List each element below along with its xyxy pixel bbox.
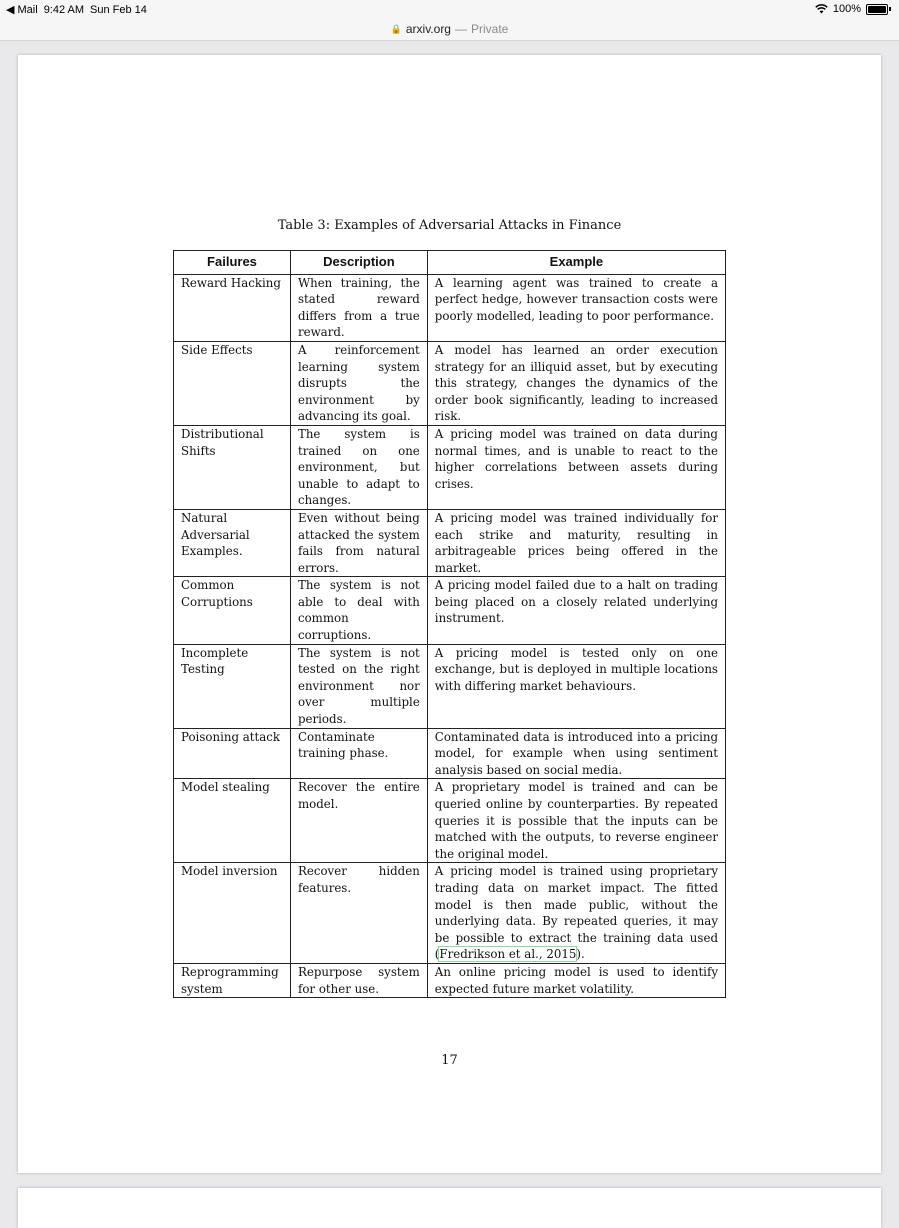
example-cell: A pricing model is tested only on one exchange, but is deployed in multiple locations with differing market behaviours. [427, 644, 725, 728]
table-row [174, 577, 726, 644]
url-text: arxiv.org [405, 22, 451, 36]
description-cell: Recover hidden features. [290, 863, 427, 964]
failure-cell: Side Effects [174, 341, 291, 425]
status-time: 9:42 AM [43, 3, 85, 16]
table-caption: Table 3: Examples of Adversarial Attacks in Finance [277, 218, 622, 233]
example-cell: Contaminated data is introduced into a pricing model, for example when using sentiment analysis based on social media. [427, 728, 725, 779]
example-cell: A pricing model was trained on data during normal times, and is unable to react to the higher correlations between assets during crises. [427, 425, 725, 509]
example-cell: A pricing model is trained using proprietary trading data on market impact. The fitted model is then made public, without the underlying data. By repeated queries, it may be possible to extract the training data used (Fredrikson et al., 2015). [427, 863, 725, 964]
page-number: 17 [441, 1053, 458, 1068]
citation-link[interactable]: Fredrikson et al., 2015 [439, 947, 577, 962]
address-bar[interactable] [0, 18, 899, 41]
description-cell: The system is not able to deal with common corruptions. [290, 577, 427, 644]
example-cell: A pricing model was trained individually for each strike and maturity, resulting in arbitrageable prices being offered in the market. [427, 509, 725, 576]
failure-cell: Distributional Shifts [174, 425, 291, 509]
table-row [174, 274, 726, 341]
status-right [815, 3, 891, 15]
description-cell: Contaminate training phase. [290, 728, 427, 779]
example-cell: A proprietary model is trained and can be queried online by counterparties. By repeated queries it is possible that the inputs can be matched with the outputs, to reverse engineer the original model. [427, 779, 725, 863]
back-to-mail-link[interactable]: ◀ Mail [6, 4, 38, 16]
battery-icon [866, 4, 888, 15]
battery-percent: 100% [832, 3, 861, 15]
description-cell: Recover the entire model. [290, 779, 427, 863]
citation-author: Fredrikson et al. [439, 947, 539, 962]
example-cell: A model has learned an order execution strategy for an illiquid asset, but by executing this strategy, changes the dynamics of the order book significantly, leading to increased risk. [427, 341, 725, 425]
table-row [174, 863, 726, 964]
example-cell: A learning agent was trained to create a perfect hedge, however transaction costs were poorly modelled, leading to poor performance. [427, 274, 725, 341]
table-row [174, 728, 726, 779]
example-cell: An online pricing model is used to identify expected future market volatility. [427, 963, 725, 997]
example-text: A pricing model is trained using proprietary trading data on market impact. The fitted model is then made public, without the underlying data. By repeated queries, it may be possible to extract the training data used [434, 864, 718, 945]
description-cell: A reinforcement learning system disrupts the environment by advancing its goal. [290, 341, 427, 425]
pdf-page [18, 55, 881, 1173]
table-row [174, 644, 726, 728]
failure-cell: Common Corruptions [174, 577, 291, 644]
description-cell: Even without being attacked the system fails from natural errors. [290, 509, 427, 576]
header-description: Description [290, 251, 427, 275]
table-row [174, 509, 726, 576]
description-cell: The system is trained on one environment, but unable to adapt to changes. [290, 425, 427, 509]
failure-cell: Reward Hacking [174, 274, 291, 341]
table-row [174, 963, 726, 997]
table-header-row [174, 251, 726, 275]
status-bar [0, 0, 899, 18]
failure-cell: Natural Adversarial Examples. [174, 509, 291, 576]
example-cell: A pricing model failed due to a halt on trading being placed on a closely related underlying instrument. [427, 577, 725, 644]
lock-icon: 🔒 [390, 23, 402, 34]
attacks-table [173, 250, 726, 998]
table-row [174, 425, 726, 509]
table-row [174, 779, 726, 863]
header-example: Example [427, 251, 725, 275]
failure-cell: Incomplete Testing [174, 644, 291, 728]
description-cell: Repurpose system for other use. [290, 963, 427, 997]
description-cell: The system is not tested on the right environment nor over multiple periods. [290, 644, 427, 728]
private-mode-label: Private [470, 22, 509, 36]
description-cell: When training, the stated reward differs from a true reward. [290, 274, 427, 341]
status-left [6, 3, 147, 16]
citation-year: 2015 [546, 947, 577, 962]
wifi-icon [815, 4, 828, 14]
failure-cell: Model stealing [174, 779, 291, 863]
battery-tip [889, 7, 891, 11]
back-app-label: Mail [17, 4, 38, 16]
header-failures: Failures [174, 251, 291, 275]
url-separator: — [454, 22, 467, 36]
failure-cell: Reprogramming system [174, 963, 291, 997]
status-date: Sun Feb 14 [90, 3, 147, 16]
table-row [174, 341, 726, 425]
next-pdf-page [18, 1188, 881, 1228]
failure-cell: Poisoning attack [174, 728, 291, 779]
failure-cell: Model inversion [174, 863, 291, 964]
